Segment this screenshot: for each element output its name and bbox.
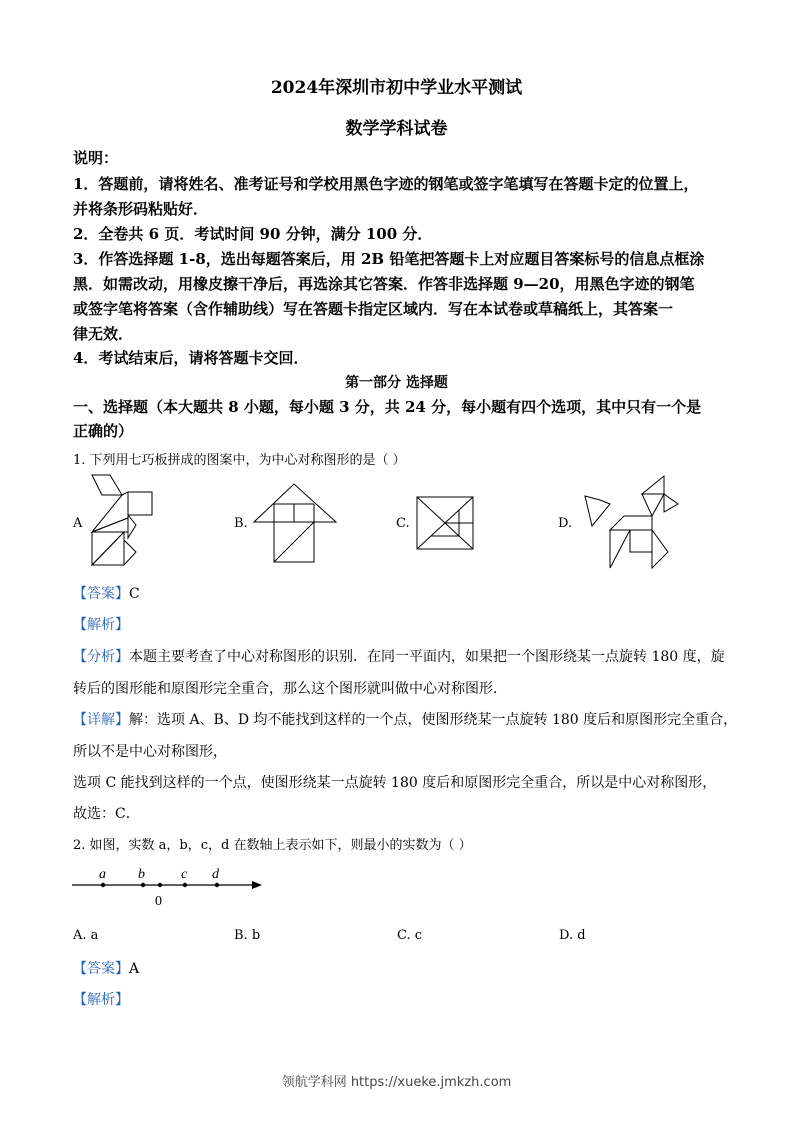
analysis-tag: 【解析】 <box>73 617 129 633</box>
tangram-figure-a <box>80 470 160 575</box>
instruction-line: 律无效． <box>73 325 134 343</box>
q2-answer-value: A <box>129 961 140 977</box>
point-c <box>183 883 187 887</box>
point-b <box>141 883 145 887</box>
point-a <box>101 883 105 887</box>
detail-line: 所以不是中心对称图形， <box>73 744 227 760</box>
fenxi-text: 本题主要考查了中心对称图形的识别．在同一平面内，如果把一个图形绕某一点旋转 180 度，旋 <box>129 649 725 665</box>
instruction-line: 1．答题前，请将姓名、准考证号和学校用黑色字迹的钢笔或签字笔填写在答题卡定的位置上， <box>73 175 699 193</box>
detail-line: 选项 C 能找到这样的一个点，使图形绕某一点旋转 180 度后和原图形完全重合，所以是中心对称图形， <box>73 775 717 791</box>
label-b: b <box>138 867 145 882</box>
question-1-stem: 1. 下列用七巧板拼成的图案中，为中心对称图形的是（ ） <box>73 453 406 468</box>
fenxi-line: 转后的图形能和原图形完全重合，那么这个图形就叫做中心对称图形． <box>73 681 507 697</box>
q2-option-c: C. c <box>397 928 423 943</box>
question-2-stem: 2. 如图，实数 a，b，c，d 在数轴上表示如下，则最小的实数为（ ） <box>73 838 472 853</box>
label-c: c <box>181 867 188 882</box>
option-d-label: D. <box>558 516 573 531</box>
label-a: a <box>99 867 106 882</box>
point-d <box>215 883 219 887</box>
answer-tag: 【答案】 <box>73 586 129 602</box>
tangram-figure-d <box>580 474 690 570</box>
number-line <box>70 860 270 910</box>
fenxi-line <box>73 646 725 666</box>
instruction-line: 4．考试结束后，请将答题卡交回． <box>73 349 309 367</box>
q2-answer-line <box>73 958 139 978</box>
detail-line: 故选：C． <box>73 806 140 822</box>
option-b-label: B. <box>234 516 248 531</box>
q2-option-d: D. d <box>559 928 586 943</box>
label-origin: 0 <box>155 894 162 909</box>
footer-watermark: 领航学科网 https://xueke.jmkzh.com <box>281 1075 512 1090</box>
option-c-label: C. <box>396 516 410 531</box>
page-subtitle: 数学学科试卷 <box>345 119 448 139</box>
part-title: 第一部分 选择题 <box>345 375 448 391</box>
answer-value: C <box>129 586 140 602</box>
tangram-figure-b <box>252 482 340 564</box>
instruction-line: 黑．如需改动，用橡皮擦干净后，再选涂其它答案．作答非选择题 9—20，用黑色字迹的钢笔 <box>73 275 695 293</box>
q2-analysis-tag: 【解析】 <box>73 992 129 1008</box>
instruction-line: 或签字笔将答案（含作辅助线）写在答题卡指定区域内．写在本试卷或草稿纸上，其答案一 <box>73 300 674 318</box>
instruction-line: 2．全卷共 6 页．考试时间 90 分钟，满分 100 分． <box>73 225 433 243</box>
tangram-figure-c <box>416 496 476 552</box>
q2-answer-tag: 【答案】 <box>73 961 129 977</box>
fenxi-tag: 【分析】 <box>73 649 129 665</box>
instruction-line: 3．作答选择题 1-8，选出每题答案后，用 2B 铅笔把答题卡上对应题目答案标号的信息点框涂 <box>73 250 705 268</box>
label-d: d <box>212 867 219 882</box>
page-title: 2024年深圳市初中学业水平测试 <box>270 78 523 98</box>
point-origin <box>158 883 162 887</box>
section-heading: 一、选择题（本大题共 8 小题，每小题 3 分，共 24 分，每小题有四个选项，其中只有一个是 <box>73 398 702 416</box>
option-a-label: A <box>73 516 83 531</box>
section-heading: 正确的） <box>73 422 134 440</box>
instructions-label: 说明： <box>73 149 119 167</box>
q2-option-b: B. b <box>234 928 261 943</box>
detail-text: 解：选项 A、B、D 均不能找到这样的一个点，使图形绕某一点旋转 180 度后和原图形完全重合， <box>129 712 738 728</box>
answer-line <box>73 583 140 603</box>
detail-tag: 【详解】 <box>73 712 129 728</box>
q2-option-a: A. a <box>73 928 99 943</box>
detail-line <box>73 709 737 729</box>
instruction-line: 并将条形码粘贴好． <box>73 200 209 218</box>
